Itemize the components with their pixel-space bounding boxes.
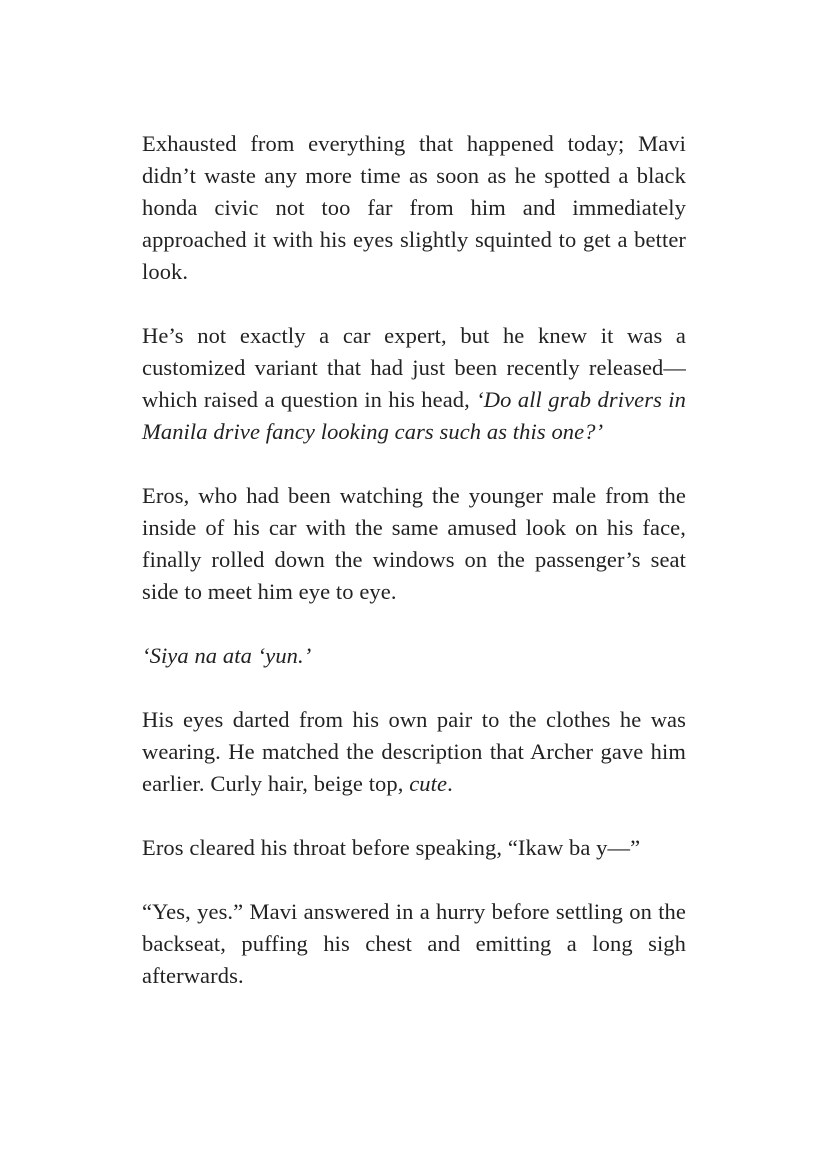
paragraph-6: Eros cleared his throat before speaking, “Ikaw ba y—”	[142, 835, 641, 860]
paragraph-2-inner-thought: ‘Do all grab drivers in Manila drive fancy looking cars such as this one?’	[142, 387, 686, 444]
paragraph-4-inner-thought: ‘Siya na ata ‘yun.’	[142, 643, 312, 668]
paragraph-2-text: He’s not exactly a car expert, but he knew it was a customized variant that had just been recently released— which raised a question in his head,	[142, 323, 686, 412]
paragraph-1: Exhausted from everything that happened today; Mavi didn’t waste any more time as soon as he spotted a black honda civic not too far from him and immediately approached it with his eyes slightly squinted to get a better look.	[142, 131, 686, 284]
paragraph-4	[142, 640, 686, 672]
paragraph-3: Eros, who had been watching the younger male from the inside of his car with the same amused look on his face, finally rolled down the windows on the passenger’s seat side to meet him eye to eye.	[142, 483, 686, 604]
paragraph-5-text: His eyes darted from his own pair to the clothes he was wearing. He matched the description that Archer gave him earlier. Curly hair, beige top,	[142, 707, 686, 796]
paragraph-5-end: .	[447, 771, 453, 796]
paragraph-5-emphasis: cute	[409, 771, 448, 796]
story-page	[142, 128, 686, 1024]
paragraph-5	[142, 704, 686, 800]
paragraph-7: “Yes, yes.” Mavi answered in a hurry before settling on the backseat, puffing his chest and emitting a long sigh afterwards.	[142, 899, 686, 988]
paragraph-2	[142, 320, 686, 448]
